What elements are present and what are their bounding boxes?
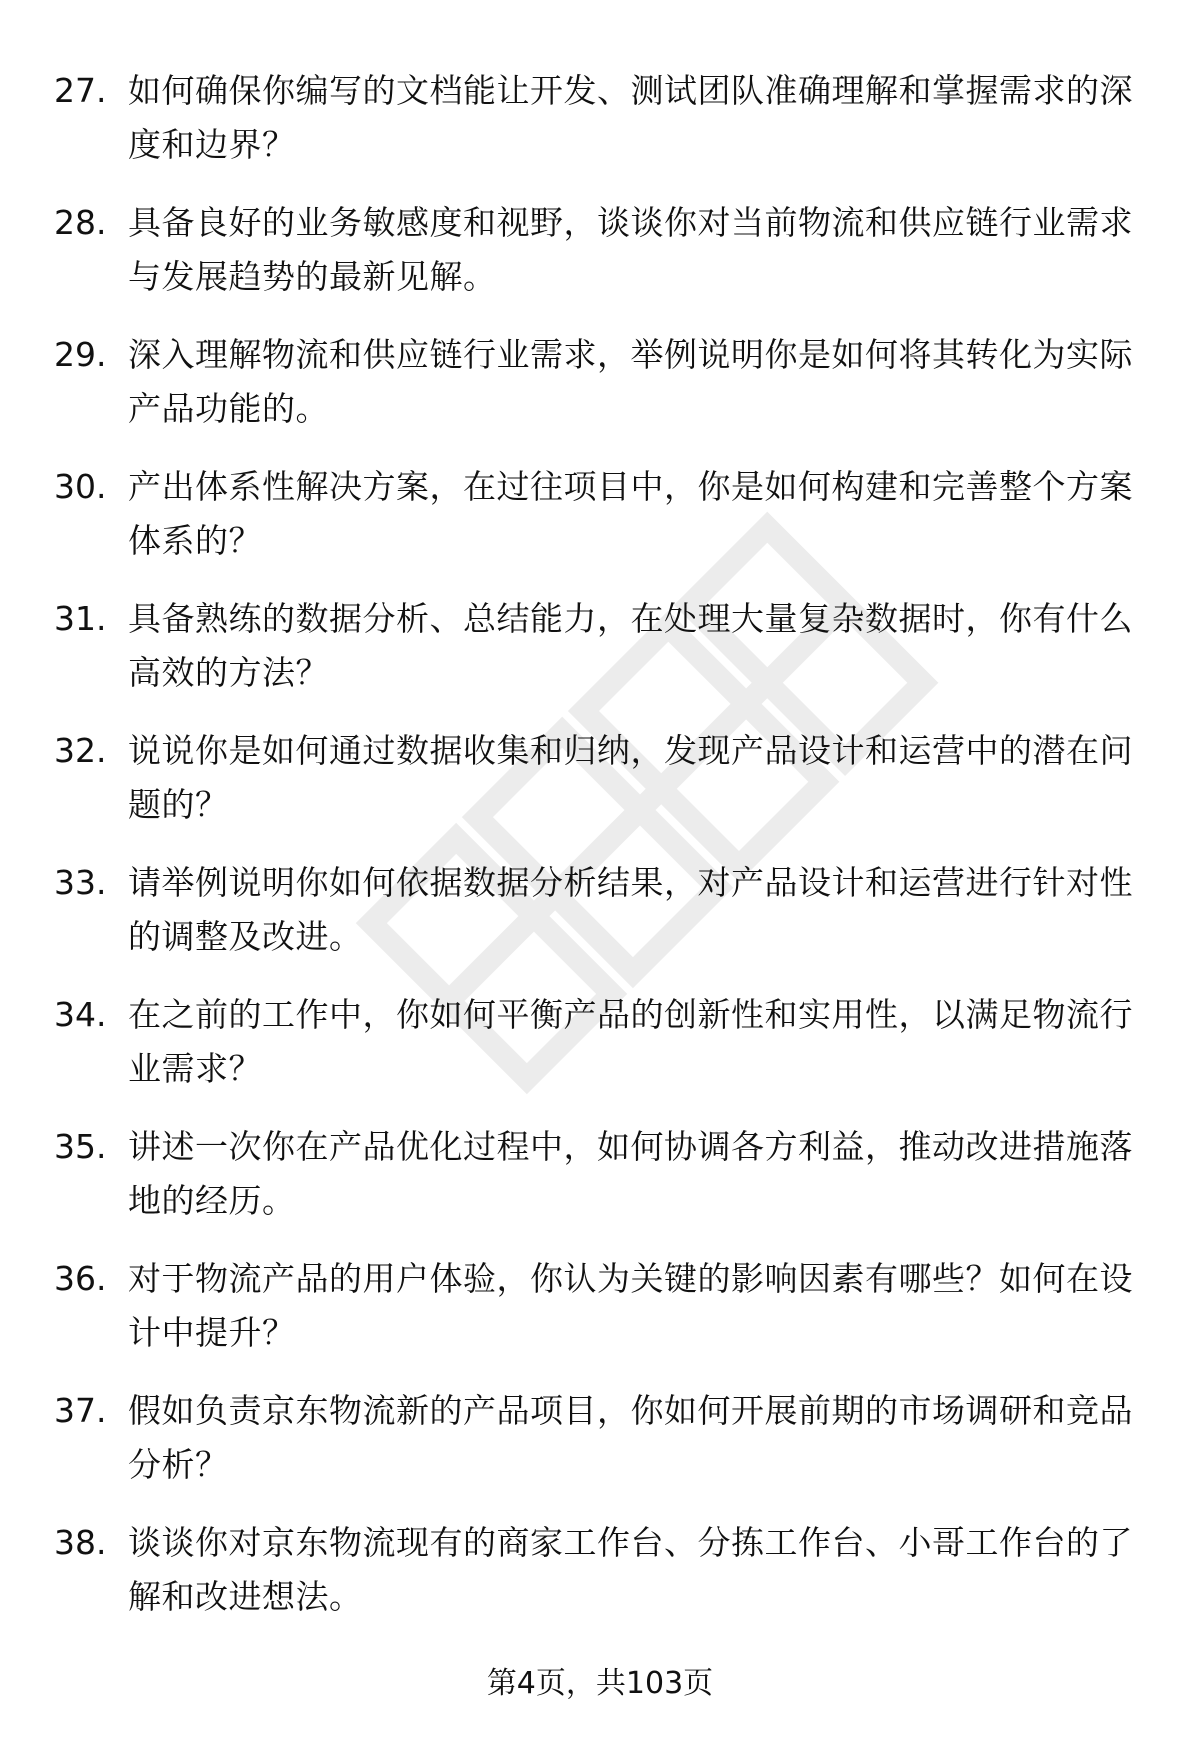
question-number: 27.	[54, 71, 107, 110]
question-text: 请举例说明你如何依据数据分析结果，对产品设计和运营进行针对性的调整及改进。	[128, 863, 1133, 956]
question-text: 产出体系性解决方案，在过往项目中，你是如何构建和完善整个方案体系的？	[128, 467, 1133, 560]
question-item	[0, 320, 1200, 452]
question-text: 假如负责京东物流新的产品项目，你如何开展前期的市场调研和竞品分析？	[128, 1391, 1133, 1484]
question-item	[0, 1244, 1200, 1376]
question-item	[0, 1376, 1200, 1508]
question-number: 34.	[54, 995, 107, 1034]
question-number: 33.	[54, 863, 107, 902]
question-text: 如何确保你编写的文档能让开发、测试团队准确理解和掌握需求的深度和边界？	[128, 71, 1133, 164]
question-number: 31.	[54, 599, 107, 638]
question-number: 28.	[54, 203, 107, 242]
question-number: 30.	[54, 467, 107, 506]
question-item	[0, 188, 1200, 320]
question-number: 29.	[54, 335, 107, 374]
question-number: 36.	[54, 1259, 107, 1298]
question-text: 在之前的工作中，你如何平衡产品的创新性和实用性，以满足物流行业需求？	[128, 995, 1133, 1088]
question-item	[0, 980, 1200, 1112]
question-number: 32.	[54, 731, 107, 770]
question-list	[0, 56, 1200, 1640]
question-text: 具备良好的业务敏感度和视野，谈谈你对当前物流和供应链行业需求与发展趋势的最新见解。	[128, 203, 1133, 296]
question-item	[0, 716, 1200, 848]
question-text: 具备熟练的数据分析、总结能力，在处理大量复杂数据时，你有什么高效的方法？	[128, 599, 1133, 692]
question-text: 说说你是如何通过数据收集和归纳，发现产品设计和运营中的潜在问题的？	[128, 731, 1133, 824]
question-item	[0, 584, 1200, 716]
page-footer: 第4页，共103页	[486, 1666, 714, 1701]
question-item	[0, 56, 1200, 188]
question-text: 对于物流产品的用户体验，你认为关键的影响因素有哪些？如何在设计中提升？	[128, 1259, 1133, 1352]
question-number: 37.	[54, 1391, 107, 1430]
question-item	[0, 848, 1200, 980]
question-item	[0, 1112, 1200, 1244]
question-number: 38.	[54, 1523, 107, 1562]
question-text: 讲述一次你在产品优化过程中，如何协调各方利益，推动改进措施落地的经历。	[128, 1127, 1133, 1220]
question-text: 深入理解物流和供应链行业需求，举例说明你是如何将其转化为实际产品功能的。	[128, 335, 1133, 428]
question-item	[0, 452, 1200, 584]
question-item	[0, 1508, 1200, 1640]
question-text: 谈谈你对京东物流现有的商家工作台、分拣工作台、小哥工作台的了解和改进想法。	[128, 1523, 1133, 1616]
question-number: 35.	[54, 1127, 107, 1166]
